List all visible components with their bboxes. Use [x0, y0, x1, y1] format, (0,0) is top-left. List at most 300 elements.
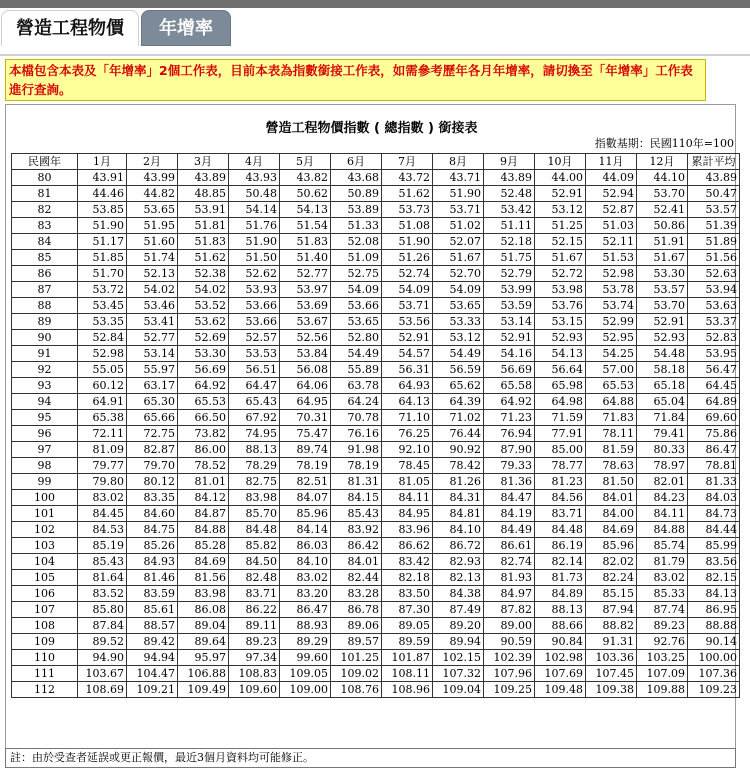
index-value-cell: 88.13	[535, 602, 586, 618]
index-value-cell: 107.09	[637, 666, 688, 682]
index-value-cell: 53.78	[586, 282, 637, 298]
index-value-cell: 87.84	[78, 618, 127, 634]
index-value-cell: 51.89	[688, 234, 740, 250]
index-value-cell: 89.04	[178, 618, 229, 634]
index-value-cell: 53.14	[127, 346, 178, 362]
index-value-cell: 53.91	[178, 202, 229, 218]
index-value-cell: 51.67	[535, 250, 586, 266]
index-value-cell: 95.97	[178, 650, 229, 666]
table-row	[12, 186, 740, 202]
index-value-cell: 43.99	[127, 170, 178, 186]
column-header-year: 民國年	[12, 154, 78, 170]
index-value-cell: 90.92	[433, 442, 484, 458]
index-value-cell: 52.83	[688, 330, 740, 346]
index-value-cell: 65.04	[637, 394, 688, 410]
index-value-cell: 88.66	[535, 618, 586, 634]
row-year-cell: 85	[12, 250, 78, 266]
index-value-cell: 84.10	[433, 522, 484, 538]
index-value-cell: 53.65	[433, 298, 484, 314]
index-value-cell: 43.91	[78, 170, 127, 186]
index-value-cell: 50.89	[331, 186, 382, 202]
index-value-cell: 51.90	[78, 218, 127, 234]
index-value-cell: 84.69	[586, 522, 637, 538]
index-value-cell: 76.16	[331, 426, 382, 442]
index-value-cell: 53.66	[229, 298, 280, 314]
index-value-cell: 89.57	[331, 634, 382, 650]
index-value-cell: 77.91	[535, 426, 586, 442]
row-year-cell: 102	[12, 522, 78, 538]
index-value-cell: 79.80	[78, 474, 127, 490]
index-value-cell: 85.00	[535, 442, 586, 458]
index-value-cell: 87.74	[637, 602, 688, 618]
index-value-cell: 51.60	[127, 234, 178, 250]
index-value-cell: 51.83	[178, 234, 229, 250]
index-value-cell: 56.08	[280, 362, 331, 378]
index-value-cell: 54.09	[382, 282, 433, 298]
index-value-cell: 83.52	[78, 586, 127, 602]
index-value-cell: 53.57	[637, 282, 688, 298]
index-value-cell: 53.71	[382, 298, 433, 314]
index-value-cell: 88.93	[280, 618, 331, 634]
index-value-cell: 51.56	[688, 250, 740, 266]
index-value-cell: 84.95	[382, 506, 433, 522]
index-value-cell: 84.23	[637, 490, 688, 506]
index-value-cell: 51.75	[484, 250, 535, 266]
index-value-cell: 52.95	[586, 330, 637, 346]
index-value-cell: 83.02	[637, 570, 688, 586]
index-value-cell: 85.43	[331, 506, 382, 522]
index-value-cell: 52.91	[637, 314, 688, 330]
tab-annual-growth[interactable]: 年增率	[141, 10, 231, 46]
index-value-cell: 51.95	[127, 218, 178, 234]
index-value-cell: 90.59	[484, 634, 535, 650]
index-value-cell: 89.23	[229, 634, 280, 650]
index-value-cell: 84.49	[484, 522, 535, 538]
index-value-cell: 87.90	[484, 442, 535, 458]
table-row	[12, 618, 740, 634]
column-header: 12月	[637, 154, 688, 170]
row-year-cell: 106	[12, 586, 78, 602]
index-value-cell: 78.81	[688, 458, 740, 474]
row-year-cell: 93	[12, 378, 78, 394]
index-value-cell: 84.53	[78, 522, 127, 538]
index-value-cell: 81.23	[535, 474, 586, 490]
index-value-cell: 52.79	[484, 266, 535, 282]
index-value-cell: 94.94	[127, 650, 178, 666]
index-value-cell: 89.23	[637, 618, 688, 634]
column-header: 1月	[78, 154, 127, 170]
row-year-cell: 84	[12, 234, 78, 250]
index-value-cell: 53.14	[484, 314, 535, 330]
index-value-cell: 64.91	[78, 394, 127, 410]
index-value-cell: 52.15	[535, 234, 586, 250]
index-value-cell: 53.98	[535, 282, 586, 298]
index-value-cell: 82.13	[433, 570, 484, 586]
table-row	[12, 650, 740, 666]
index-value-cell: 50.86	[637, 218, 688, 234]
index-value-cell: 85.99	[688, 538, 740, 554]
index-value-cell: 56.69	[178, 362, 229, 378]
index-value-cell: 84.81	[433, 506, 484, 522]
index-value-cell: 65.43	[229, 394, 280, 410]
index-value-cell: 84.97	[484, 586, 535, 602]
index-value-cell: 84.01	[586, 490, 637, 506]
index-value-cell: 52.91	[484, 330, 535, 346]
row-year-cell: 91	[12, 346, 78, 362]
index-value-cell: 52.84	[78, 330, 127, 346]
index-value-cell: 104.47	[127, 666, 178, 682]
index-value-cell: 52.91	[535, 186, 586, 202]
table-title: 營造工程物價指數 ( 總指數 ) 銜接表	[265, 121, 478, 136]
index-value-cell: 88.88	[688, 618, 740, 634]
row-year-cell: 97	[12, 442, 78, 458]
index-value-cell: 52.56	[280, 330, 331, 346]
index-value-cell: 85.80	[78, 602, 127, 618]
index-value-cell: 75.47	[280, 426, 331, 442]
index-value-cell: 52.57	[229, 330, 280, 346]
index-value-cell: 83.02	[280, 570, 331, 586]
index-value-cell: 85.96	[586, 538, 637, 554]
index-value-cell: 52.41	[637, 202, 688, 218]
index-value-cell: 82.51	[280, 474, 331, 490]
index-value-cell: 84.11	[382, 490, 433, 506]
index-value-cell: 53.59	[484, 298, 535, 314]
row-year-cell: 99	[12, 474, 78, 490]
index-value-cell: 88.57	[127, 618, 178, 634]
index-value-cell: 53.74	[586, 298, 637, 314]
table-row	[12, 522, 740, 538]
index-value-cell: 86.78	[331, 602, 382, 618]
index-value-cell: 84.01	[331, 554, 382, 570]
table-row	[12, 346, 740, 362]
index-value-cell: 76.94	[484, 426, 535, 442]
index-value-cell: 51.09	[331, 250, 382, 266]
column-header: 5月	[280, 154, 331, 170]
index-value-cell: 53.35	[78, 314, 127, 330]
index-value-cell: 107.36	[688, 666, 740, 682]
index-value-cell: 109.88	[637, 682, 688, 698]
table-row	[12, 474, 740, 490]
table-row	[12, 266, 740, 282]
index-value-cell: 101.87	[382, 650, 433, 666]
index-value-cell: 84.00	[586, 506, 637, 522]
index-value-cell: 53.62	[178, 314, 229, 330]
index-value-cell: 51.54	[280, 218, 331, 234]
index-value-cell: 64.89	[688, 394, 740, 410]
table-row	[12, 554, 740, 570]
index-value-cell: 64.45	[688, 378, 740, 394]
index-value-cell: 53.46	[127, 298, 178, 314]
index-value-cell: 86.95	[688, 602, 740, 618]
index-value-cell: 51.74	[127, 250, 178, 266]
index-value-cell: 64.92	[178, 378, 229, 394]
index-value-cell: 89.05	[382, 618, 433, 634]
index-value-cell: 82.74	[484, 554, 535, 570]
index-value-cell: 81.73	[535, 570, 586, 586]
index-value-cell: 82.75	[229, 474, 280, 490]
index-value-cell: 84.87	[178, 506, 229, 522]
table-row	[12, 426, 740, 442]
index-value-cell: 83.35	[127, 490, 178, 506]
index-value-cell: 52.98	[78, 346, 127, 362]
index-value-cell: 82.44	[331, 570, 382, 586]
sheet-tabs	[0, 8, 750, 48]
index-value-cell: 53.70	[637, 186, 688, 202]
column-header: 累計平均	[688, 154, 740, 170]
index-value-cell: 53.41	[127, 314, 178, 330]
index-value-cell: 55.05	[78, 362, 127, 378]
index-value-cell: 108.11	[382, 666, 433, 682]
row-year-cell: 92	[12, 362, 78, 378]
index-value-cell: 53.73	[382, 202, 433, 218]
index-value-cell: 91.31	[586, 634, 637, 650]
index-value-cell: 53.12	[535, 202, 586, 218]
index-value-cell: 53.57	[688, 202, 740, 218]
index-value-cell: 52.75	[331, 266, 382, 282]
index-value-cell: 79.33	[484, 458, 535, 474]
index-value-cell: 83.71	[535, 506, 586, 522]
index-value-cell: 56.31	[382, 362, 433, 378]
index-value-cell: 53.15	[535, 314, 586, 330]
index-value-cell: 50.62	[280, 186, 331, 202]
table-row	[12, 602, 740, 618]
index-value-cell: 52.69	[178, 330, 229, 346]
index-value-cell: 51.81	[178, 218, 229, 234]
index-value-cell: 53.37	[688, 314, 740, 330]
index-value-cell: 84.89	[535, 586, 586, 602]
index-value-cell: 81.46	[127, 570, 178, 586]
index-value-cell: 83.20	[280, 586, 331, 602]
index-value-cell: 84.73	[688, 506, 740, 522]
index-value-cell: 81.26	[433, 474, 484, 490]
index-value-cell: 83.98	[178, 586, 229, 602]
index-value-cell: 51.91	[637, 234, 688, 250]
index-value-cell: 71.59	[535, 410, 586, 426]
table-row	[12, 410, 740, 426]
index-value-cell: 65.53	[586, 378, 637, 394]
index-value-cell: 86.08	[178, 602, 229, 618]
index-value-cell: 53.72	[78, 282, 127, 298]
index-value-cell: 53.70	[637, 298, 688, 314]
table-row	[12, 506, 740, 522]
table-row	[12, 538, 740, 554]
index-value-cell: 54.13	[535, 346, 586, 362]
index-value-cell: 50.48	[229, 186, 280, 202]
index-value-cell: 86.22	[229, 602, 280, 618]
index-value-cell: 52.87	[586, 202, 637, 218]
index-value-cell: 64.47	[229, 378, 280, 394]
index-value-cell: 89.42	[127, 634, 178, 650]
index-value-cell: 52.63	[688, 266, 740, 282]
index-value-cell: 64.06	[280, 378, 331, 394]
index-value-cell: 82.14	[535, 554, 586, 570]
index-value-cell: 99.60	[280, 650, 331, 666]
index-value-cell: 51.25	[535, 218, 586, 234]
index-value-cell: 85.96	[280, 506, 331, 522]
index-value-cell: 52.48	[484, 186, 535, 202]
index-value-cell: 53.30	[637, 266, 688, 282]
index-value-cell: 44.00	[535, 170, 586, 186]
index-value-cell: 109.38	[586, 682, 637, 698]
index-value-cell: 65.38	[78, 410, 127, 426]
index-value-cell: 56.64	[535, 362, 586, 378]
footnote: 註：由於受查者延誤或更正報價，最近3個月資料均可能修正。	[5, 748, 736, 768]
index-value-cell: 109.21	[127, 682, 178, 698]
row-year-cell: 82	[12, 202, 78, 218]
index-value-cell: 54.14	[229, 202, 280, 218]
index-value-cell: 53.45	[78, 298, 127, 314]
index-value-cell: 52.08	[331, 234, 382, 250]
column-header: 9月	[484, 154, 535, 170]
index-value-cell: 73.82	[178, 426, 229, 442]
table-row	[12, 394, 740, 410]
index-value-cell: 65.18	[637, 378, 688, 394]
index-value-cell: 78.97	[637, 458, 688, 474]
index-value-cell: 82.02	[586, 554, 637, 570]
index-value-cell: 43.89	[178, 170, 229, 186]
index-value-cell: 89.64	[178, 634, 229, 650]
index-value-cell: 109.00	[280, 682, 331, 698]
table-row	[12, 218, 740, 234]
index-value-cell: 100.00	[688, 650, 740, 666]
index-value-cell: 89.06	[331, 618, 382, 634]
index-value-cell: 80.33	[637, 442, 688, 458]
index-value-cell: 83.59	[127, 586, 178, 602]
index-value-cell: 78.29	[229, 458, 280, 474]
row-year-cell: 96	[12, 426, 78, 442]
window-top-bar	[0, 0, 750, 8]
index-value-cell: 85.15	[586, 586, 637, 602]
index-value-cell: 71.23	[484, 410, 535, 426]
index-value-cell: 83.96	[382, 522, 433, 538]
index-value-cell: 107.69	[535, 666, 586, 682]
index-value-cell: 51.08	[382, 218, 433, 234]
index-value-cell: 51.70	[78, 266, 127, 282]
index-value-cell: 51.85	[78, 250, 127, 266]
index-value-cell: 87.94	[586, 602, 637, 618]
index-value-cell: 51.50	[229, 250, 280, 266]
index-value-cell: 53.12	[433, 330, 484, 346]
index-value-cell: 81.93	[484, 570, 535, 586]
table-row	[12, 586, 740, 602]
index-value-cell: 52.13	[127, 266, 178, 282]
row-year-cell: 112	[12, 682, 78, 698]
index-value-cell: 50.47	[688, 186, 740, 202]
row-year-cell: 90	[12, 330, 78, 346]
index-value-cell: 84.93	[127, 554, 178, 570]
index-value-cell: 51.67	[433, 250, 484, 266]
table-row	[12, 362, 740, 378]
index-value-cell: 107.45	[586, 666, 637, 682]
index-value-cell: 84.12	[178, 490, 229, 506]
index-value-cell: 54.09	[331, 282, 382, 298]
index-value-cell: 78.19	[331, 458, 382, 474]
index-value-cell: 72.75	[127, 426, 178, 442]
index-value-cell: 108.69	[78, 682, 127, 698]
index-value-cell: 103.67	[78, 666, 127, 682]
table-row	[12, 458, 740, 474]
index-value-cell: 92.76	[637, 634, 688, 650]
index-value-cell: 79.41	[637, 426, 688, 442]
index-value-cell: 84.60	[127, 506, 178, 522]
index-value-cell: 81.01	[178, 474, 229, 490]
index-value-cell: 65.30	[127, 394, 178, 410]
index-value-cell: 89.94	[433, 634, 484, 650]
column-header: 4月	[229, 154, 280, 170]
column-header: 6月	[331, 154, 382, 170]
index-value-cell: 53.30	[178, 346, 229, 362]
index-value-cell: 64.88	[586, 394, 637, 410]
index-value-cell: 106.88	[178, 666, 229, 682]
index-value-cell: 79.77	[78, 458, 127, 474]
index-value-cell: 81.31	[331, 474, 382, 490]
index-value-cell: 53.63	[688, 298, 740, 314]
column-header: 11月	[586, 154, 637, 170]
tab-construction-price[interactable]: 營造工程物價	[1, 10, 139, 46]
index-value-cell: 43.82	[280, 170, 331, 186]
index-value-cell: 86.47	[688, 442, 740, 458]
index-value-cell: 87.49	[433, 602, 484, 618]
index-value-cell: 82.48	[229, 570, 280, 586]
index-value-cell: 84.48	[229, 522, 280, 538]
index-value-cell: 83.71	[229, 586, 280, 602]
index-value-cell: 53.99	[484, 282, 535, 298]
table-row	[12, 250, 740, 266]
index-value-cell: 78.45	[382, 458, 433, 474]
index-value-cell: 102.39	[484, 650, 535, 666]
row-year-cell: 110	[12, 650, 78, 666]
row-year-cell: 83	[12, 218, 78, 234]
index-value-cell: 78.77	[535, 458, 586, 474]
table-row	[12, 298, 740, 314]
row-year-cell: 86	[12, 266, 78, 282]
index-value-cell: 84.44	[688, 522, 740, 538]
index-value-cell: 86.72	[433, 538, 484, 554]
index-value-cell: 51.76	[229, 218, 280, 234]
index-value-cell: 84.15	[331, 490, 382, 506]
index-value-cell: 64.92	[484, 394, 535, 410]
index-value-cell: 81.59	[586, 442, 637, 458]
notice-banner: 本檔包含本表及「年增率」2個工作表，目前本表為指數銜接工作表，如需參考歷年各月年增率，請切換至「年增率」工作表進行查詢。	[5, 59, 706, 101]
index-value-cell: 43.89	[688, 170, 740, 186]
index-value-cell: 84.50	[229, 554, 280, 570]
index-value-cell: 75.86	[688, 426, 740, 442]
index-value-cell: 43.68	[331, 170, 382, 186]
index-value-cell: 54.13	[280, 202, 331, 218]
index-value-cell: 107.96	[484, 666, 535, 682]
index-value-cell: 81.09	[78, 442, 127, 458]
index-value-cell: 63.78	[331, 378, 382, 394]
index-value-cell: 89.29	[280, 634, 331, 650]
index-value-cell: 89.00	[484, 618, 535, 634]
index-value-cell: 78.52	[178, 458, 229, 474]
index-value-cell: 52.11	[586, 234, 637, 250]
index-value-cell: 43.71	[433, 170, 484, 186]
table-row	[12, 490, 740, 506]
index-value-cell: 67.92	[229, 410, 280, 426]
index-value-cell: 72.11	[78, 426, 127, 442]
row-year-cell: 104	[12, 554, 78, 570]
index-value-cell: 65.98	[535, 378, 586, 394]
index-value-cell: 107.32	[433, 666, 484, 682]
index-value-cell: 86.03	[280, 538, 331, 554]
index-value-cell: 51.90	[229, 234, 280, 250]
index-value-cell: 109.05	[280, 666, 331, 682]
index-value-cell: 109.02	[331, 666, 382, 682]
index-value-cell: 53.97	[280, 282, 331, 298]
index-value-cell: 88.82	[586, 618, 637, 634]
index-value-cell: 89.74	[280, 442, 331, 458]
